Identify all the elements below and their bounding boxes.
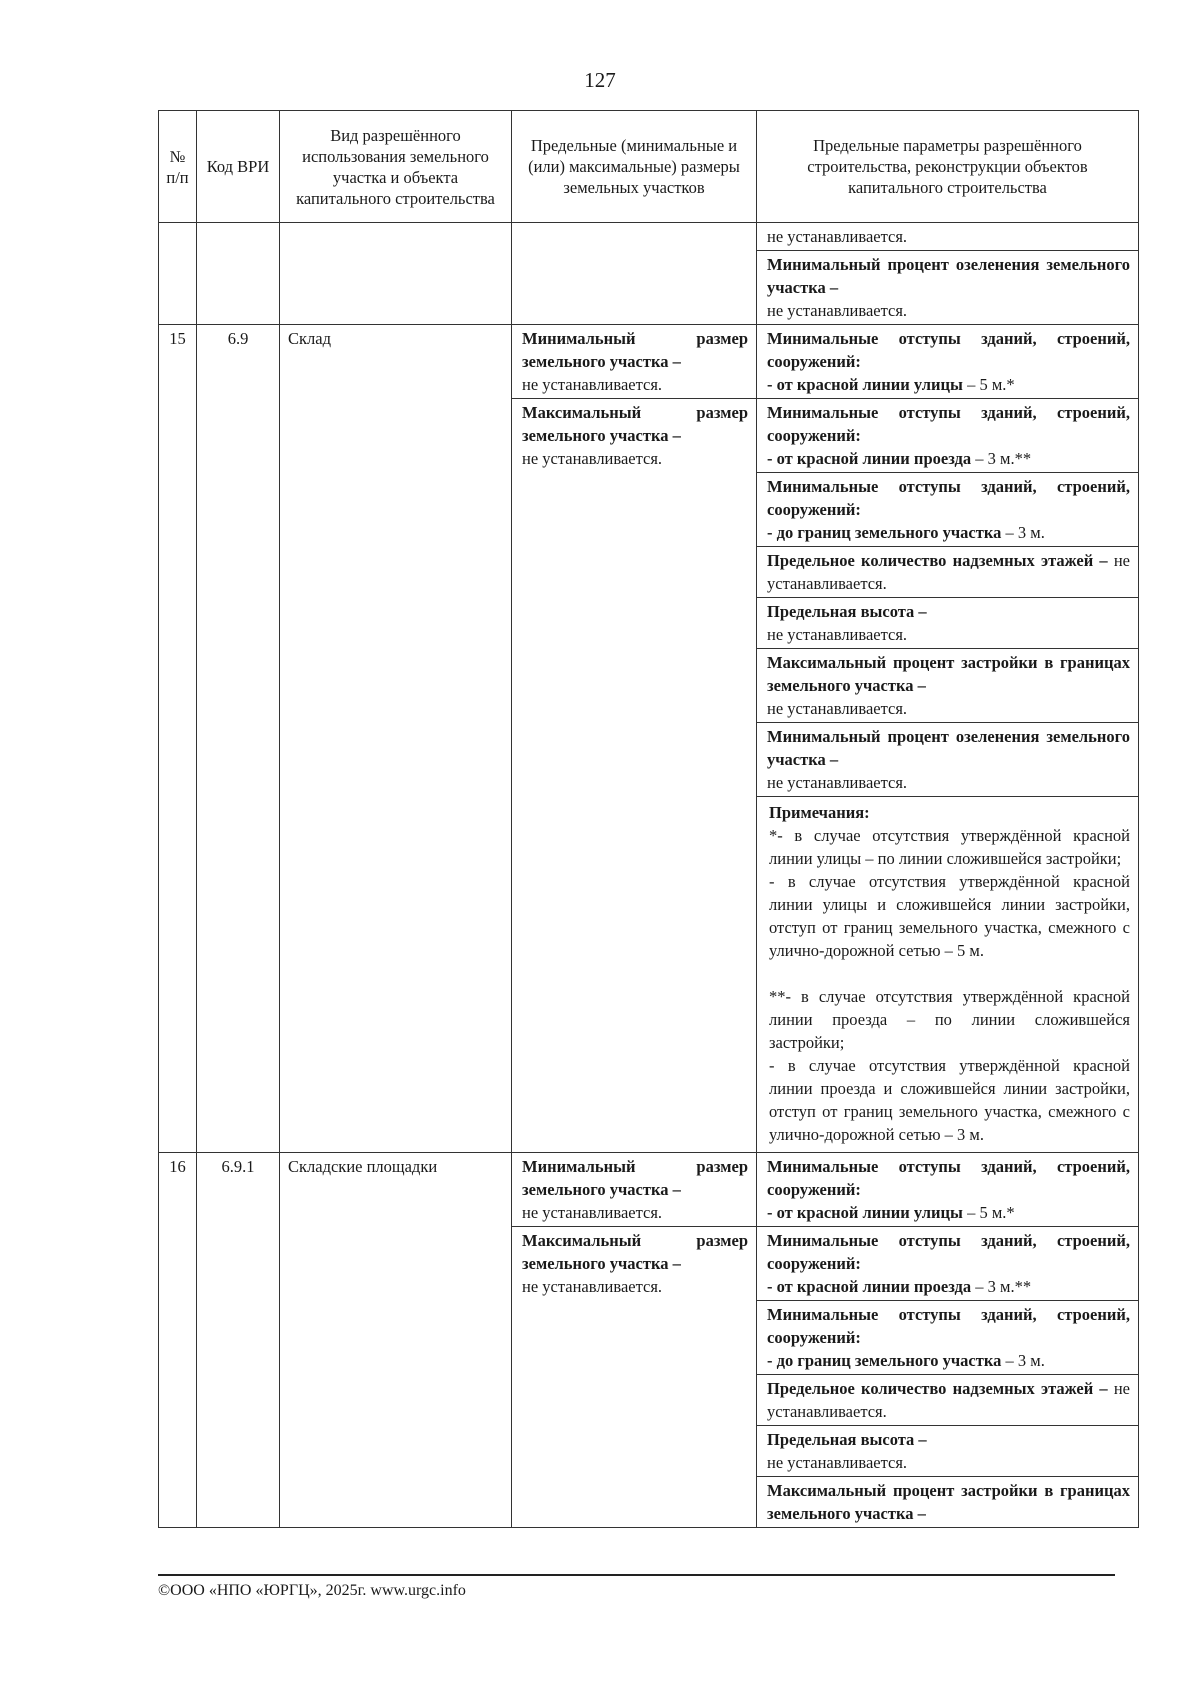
param-setback-boundary: Минимальные отступы зданий, строений, сооружений: - до границ земельного участка – 3 м. [757, 1301, 1138, 1375]
note-item: - в случае отсутствия утверждённой красной линии улицы и сложившейся линии застройки, отступ от границ земельного участка, смежного с улично-дорожной сетью – 5 м. [769, 872, 1130, 960]
row-code: 6.9.1 [197, 1153, 280, 1528]
footer-copyright: ©ООО «НПО «ЮРГЦ», 2025г. www.urgc.info [158, 1582, 466, 1599]
row-use-name: Склад [280, 325, 512, 1153]
header-use-type: Вид разрешённого использования земельного участка и объекта капитального строительства [280, 111, 512, 223]
param-setback-boundary: Минимальные отступы зданий, строений, сооружений: - до границ земельного участка – 3 м. [757, 473, 1138, 547]
param-setback-street: Минимальные отступы зданий, строений, сооружений: - от красной линии улицы – 5 м.* [757, 325, 1138, 399]
table-row [159, 325, 1139, 1153]
param-height: Предельная высота – не устанавливается. [757, 1426, 1138, 1477]
param-prev-tail: не устанавливается. [757, 223, 1138, 251]
table-row [159, 1153, 1139, 1528]
note-item: *- в случае отсутствия утверждённой красной линии улицы – по линии сложившейся застройки; [769, 826, 1130, 868]
row-num: 16 [159, 1153, 197, 1528]
param-height: Предельная высота – не устанавливается. [757, 598, 1138, 649]
row-code: 6.9 [197, 325, 280, 1153]
table-row-continuation [159, 223, 1139, 325]
row-num: 15 [159, 325, 197, 1153]
row-use-name: Складские площадки [280, 1153, 512, 1528]
size-max: Максимальный размер земельного участка – не устанавливается. [522, 1231, 748, 1296]
zoning-table [158, 110, 1139, 1528]
footer-divider [158, 1574, 1115, 1576]
param-setback-passage: Минимальные отступы зданий, строений, сооружений: - от красной линии проезда – 3 м.** [757, 399, 1138, 473]
param-setback-passage: Минимальные отступы зданий, строений, сооружений: - от красной линии проезда – 3 м.** [757, 1227, 1138, 1301]
param-setback-street: Минимальные отступы зданий, строений, сооружений: - от красной линии улицы – 5 м.* [757, 1153, 1138, 1227]
note-item: - в случае отсутствия утверждённой красной линии проезда и сложившейся линии застройки, отступ от границ земельного участка, смежного с улично-дорожной сетью – 3 м. [769, 1056, 1130, 1144]
size-min: Минимальный размер земельного участка – не устанавливается. [512, 1153, 756, 1227]
note-item: **- в случае отсутствия утверждённой красной линии проезда – по линии сложившейся застройки; [769, 987, 1130, 1052]
param-floors: Предельное количество надземных этажей – не устанавливается. [757, 547, 1138, 598]
size-max: Максимальный размер земельного участка – не устанавливается. [522, 403, 748, 468]
table-header-row [159, 111, 1139, 223]
header-build-params: Предельные параметры разрешённого строительства, реконструкции объектов капитального строительства [757, 111, 1139, 223]
header-code: Код ВРИ [197, 111, 280, 223]
param-green: Минимальный процент озеленения земельного участка – не устанавливается. [767, 255, 1130, 320]
size-min: Минимальный размер земельного участка – не устанавливается. [512, 325, 756, 399]
param-green: Минимальный процент озеленения земельного участка – не устанавливается. [757, 723, 1138, 797]
header-plot-size: Предельные (минимальные и (или) максимальные) размеры земельных участков [512, 111, 757, 223]
header-num: № п/п [159, 111, 197, 223]
param-floors: Предельное количество надземных этажей – не устанавливается. [757, 1375, 1138, 1426]
page-number: 127 [584, 68, 616, 92]
notes [757, 797, 1138, 1152]
param-build-percent: Максимальный процент застройки в границах земельного участка – [767, 1481, 1130, 1523]
param-build-percent: Максимальный процент застройки в границах земельного участка – не устанавливается. [757, 649, 1138, 723]
notes-title: Примечания: [769, 803, 870, 822]
